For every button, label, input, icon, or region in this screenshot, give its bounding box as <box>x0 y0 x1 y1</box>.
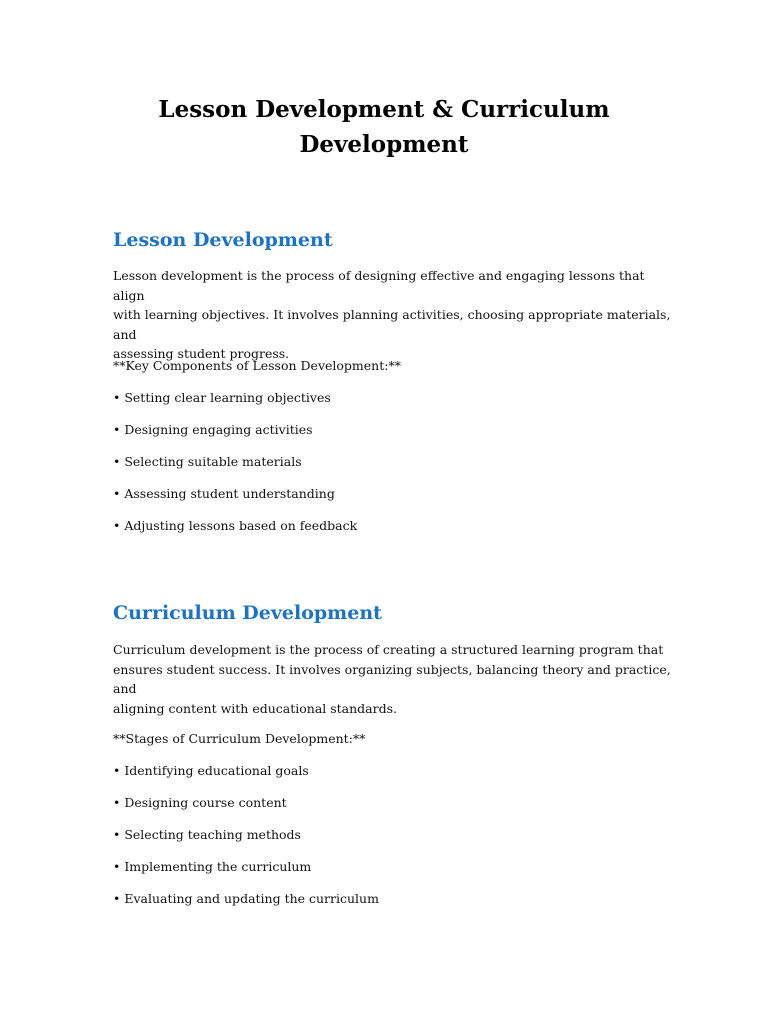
section-paragraph-curriculum-development <box>113 640 673 718</box>
paragraph-line: Lesson development is the process of designing effective and engaging lessons that align <box>113 268 645 303</box>
list-item: • Evaluating and updating the curriculum <box>113 891 379 906</box>
list-item: • Adjusting lessons based on feedback <box>113 518 358 533</box>
paragraph-line: Curriculum development is the process of creating a structured learning program that <box>113 642 664 657</box>
list-intro-stages: **Stages of Curriculum Development:** <box>113 731 366 746</box>
paragraph-line: with learning objectives. It involves planning activities, choosing appropriate materials, and <box>113 307 671 342</box>
page-title-line-2: Development <box>299 131 469 158</box>
list-item: • Selecting teaching methods <box>113 827 301 842</box>
page-title-line-1: Lesson Development & Curriculum <box>158 96 610 123</box>
paragraph-line: ensures student success. It involves organizing subjects, balancing theory and practice, and <box>113 661 671 696</box>
list-item: • Designing course content <box>113 795 287 810</box>
paragraph-line: assessing student progress. <box>113 346 290 361</box>
list-item: • Identifying educational goals <box>113 763 309 778</box>
page-title <box>0 92 768 162</box>
list-item: • Selecting suitable materials <box>113 454 302 469</box>
list-item: • Assessing student understanding <box>113 486 335 501</box>
list-intro-key-components: **Key Components of Lesson Development:** <box>113 358 401 373</box>
section-heading-lesson-development: Lesson Development <box>113 229 333 251</box>
list-item: • Setting clear learning objectives <box>113 390 331 405</box>
list-item: • Designing engaging activities <box>113 422 313 437</box>
section-paragraph-lesson-development <box>113 266 673 364</box>
list-item: • Implementing the curriculum <box>113 859 312 874</box>
paragraph-line: aligning content with educational standards. <box>113 700 397 716</box>
section-heading-curriculum-development: Curriculum Development <box>113 602 382 624</box>
